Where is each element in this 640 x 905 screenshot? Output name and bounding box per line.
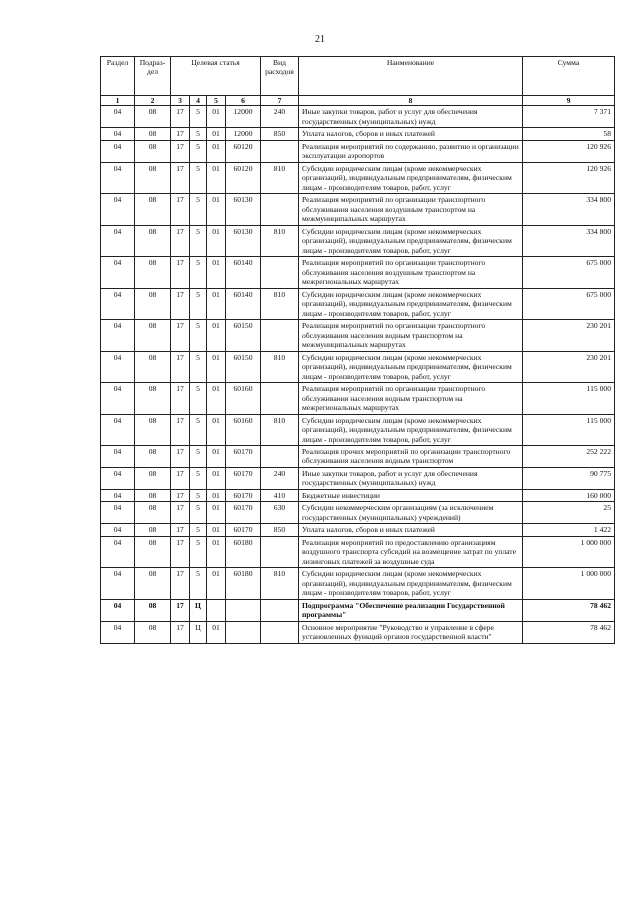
cell-naimenovanie: Уплата налогов, сборов и иных платежей bbox=[299, 524, 523, 536]
cell-celevaya-4: 60160 bbox=[226, 414, 261, 445]
cell-celevaya-2: 5 bbox=[190, 288, 207, 319]
cell-celevaya-2: 5 bbox=[190, 568, 207, 599]
cell-naimenovanie: Основное мероприятие "Руководство и управление в сфере установленных функций органов государственной власти" bbox=[299, 621, 523, 643]
cell-celevaya-2: 5 bbox=[190, 162, 207, 193]
cell-celevaya-3: 01 bbox=[207, 568, 226, 599]
cell-razdel: 04 bbox=[101, 194, 135, 225]
cell-summa: 120 926 bbox=[523, 162, 615, 193]
cell-razdel: 04 bbox=[101, 320, 135, 351]
cell-podrazdel: 08 bbox=[135, 599, 171, 621]
cell-celevaya-1: 17 bbox=[171, 621, 190, 643]
cell-celevaya-3: 01 bbox=[207, 383, 226, 414]
cell-podrazdel: 08 bbox=[135, 536, 171, 567]
cell-razdel: 04 bbox=[101, 621, 135, 643]
cell-celevaya-3: 01 bbox=[207, 445, 226, 467]
header-celevaya-statya: Целевая статья bbox=[171, 57, 261, 96]
cell-vid-rashodov: 810 bbox=[261, 225, 299, 256]
table-row bbox=[101, 288, 615, 319]
table-row bbox=[101, 502, 615, 524]
table-row bbox=[101, 599, 615, 621]
cell-naimenovanie: Субсидии юридическим лицам (кроме некоммерческих организаций), индивидуальным предпринимателям, физическим лицам - производителям товаров, работ, услуг bbox=[299, 351, 523, 382]
cell-celevaya-2: 5 bbox=[190, 128, 207, 140]
header-podrazdel: Подраз-дел bbox=[135, 57, 171, 96]
column-number: 5 bbox=[207, 96, 226, 106]
cell-razdel: 04 bbox=[101, 524, 135, 536]
cell-celevaya-1: 17 bbox=[171, 257, 190, 288]
cell-summa: 58 bbox=[523, 128, 615, 140]
cell-podrazdel: 08 bbox=[135, 414, 171, 445]
cell-summa: 115 000 bbox=[523, 383, 615, 414]
cell-celevaya-1: 17 bbox=[171, 599, 190, 621]
cell-naimenovanie: Реализация мероприятий по организации транспортного обслуживания населения водным транспортом на межрегиональных маршрутах bbox=[299, 383, 523, 414]
cell-vid-rashodov: 240 bbox=[261, 467, 299, 489]
cell-celevaya-2: 5 bbox=[190, 489, 207, 501]
cell-celevaya-1: 17 bbox=[171, 128, 190, 140]
table-row bbox=[101, 489, 615, 501]
table-row bbox=[101, 414, 615, 445]
cell-celevaya-3: 01 bbox=[207, 225, 226, 256]
cell-naimenovanie: Бюджетные инвестиции bbox=[299, 489, 523, 501]
cell-celevaya-1: 17 bbox=[171, 320, 190, 351]
cell-celevaya-4: 60170 bbox=[226, 524, 261, 536]
cell-celevaya-1: 17 bbox=[171, 524, 190, 536]
cell-celevaya-4: 60170 bbox=[226, 445, 261, 467]
cell-vid-rashodov: 410 bbox=[261, 489, 299, 501]
cell-naimenovanie: Иные закупки товаров, работ и услуг для обеспечения государственных (муниципальных) нужд bbox=[299, 106, 523, 128]
header-naimenovanie: Наименование bbox=[299, 57, 523, 96]
cell-razdel: 04 bbox=[101, 414, 135, 445]
table-body bbox=[101, 106, 615, 643]
cell-summa: 1 000 000 bbox=[523, 536, 615, 567]
cell-celevaya-4: 60180 bbox=[226, 536, 261, 567]
cell-naimenovanie: Субсидии юридическим лицам (кроме некоммерческих организаций), индивидуальным предпринимателям, физическим лицам - производителям товаров, работ, услуг bbox=[299, 414, 523, 445]
cell-podrazdel: 08 bbox=[135, 568, 171, 599]
cell-celevaya-4: 12000 bbox=[226, 106, 261, 128]
cell-podrazdel: 08 bbox=[135, 320, 171, 351]
cell-celevaya-2: 5 bbox=[190, 502, 207, 524]
cell-podrazdel: 08 bbox=[135, 524, 171, 536]
column-number: 2 bbox=[135, 96, 171, 106]
cell-vid-rashodov: 630 bbox=[261, 502, 299, 524]
cell-celevaya-1: 17 bbox=[171, 502, 190, 524]
cell-podrazdel: 08 bbox=[135, 467, 171, 489]
header-razdel: Раздел bbox=[101, 57, 135, 96]
cell-podrazdel: 08 bbox=[135, 162, 171, 193]
cell-celevaya-4: 60170 bbox=[226, 489, 261, 501]
cell-naimenovanie: Реализация мероприятий по организации транспортного обслуживания населения воздушным транспортом на межрегиональных маршрутах bbox=[299, 257, 523, 288]
cell-celevaya-4: 60180 bbox=[226, 568, 261, 599]
cell-naimenovanie: Уплата налогов, сборов и иных платежей bbox=[299, 128, 523, 140]
cell-vid-rashodov bbox=[261, 383, 299, 414]
cell-summa: 230 201 bbox=[523, 351, 615, 382]
cell-celevaya-1: 17 bbox=[171, 536, 190, 567]
column-number: 7 bbox=[261, 96, 299, 106]
cell-celevaya-4: 60130 bbox=[226, 194, 261, 225]
cell-celevaya-4: 60170 bbox=[226, 502, 261, 524]
cell-celevaya-1: 17 bbox=[171, 225, 190, 256]
cell-celevaya-4 bbox=[226, 621, 261, 643]
cell-summa: 334 800 bbox=[523, 225, 615, 256]
cell-vid-rashodov: 850 bbox=[261, 128, 299, 140]
cell-razdel: 04 bbox=[101, 599, 135, 621]
cell-naimenovanie: Реализация мероприятий по организации транспортного обслуживания населения водным транспортом на межмуниципальных маршрутах bbox=[299, 320, 523, 351]
cell-celevaya-3: 01 bbox=[207, 320, 226, 351]
cell-podrazdel: 08 bbox=[135, 225, 171, 256]
table-row bbox=[101, 621, 615, 643]
cell-celevaya-3: 01 bbox=[207, 536, 226, 567]
column-number: 3 bbox=[171, 96, 190, 106]
cell-celevaya-4: 60150 bbox=[226, 320, 261, 351]
cell-celevaya-2: 5 bbox=[190, 445, 207, 467]
cell-razdel: 04 bbox=[101, 162, 135, 193]
cell-celevaya-1: 17 bbox=[171, 489, 190, 501]
cell-celevaya-1: 17 bbox=[171, 288, 190, 319]
cell-celevaya-2: 5 bbox=[190, 524, 207, 536]
cell-celevaya-1: 17 bbox=[171, 140, 190, 162]
cell-celevaya-1: 17 bbox=[171, 194, 190, 225]
column-number: 6 bbox=[226, 96, 261, 106]
cell-celevaya-4: 60160 bbox=[226, 383, 261, 414]
cell-razdel: 04 bbox=[101, 489, 135, 501]
cell-vid-rashodov bbox=[261, 536, 299, 567]
table-row bbox=[101, 568, 615, 599]
column-number-row bbox=[101, 96, 615, 106]
cell-podrazdel: 08 bbox=[135, 140, 171, 162]
cell-celevaya-1: 17 bbox=[171, 106, 190, 128]
cell-celevaya-3: 01 bbox=[207, 414, 226, 445]
cell-celevaya-2: 5 bbox=[190, 194, 207, 225]
table-row bbox=[101, 320, 615, 351]
cell-celevaya-2: 5 bbox=[190, 414, 207, 445]
cell-celevaya-3: 01 bbox=[207, 351, 226, 382]
table-row bbox=[101, 383, 615, 414]
header-summa: Сумма bbox=[523, 57, 615, 96]
cell-razdel: 04 bbox=[101, 288, 135, 319]
table-row bbox=[101, 467, 615, 489]
cell-celevaya-4: 60170 bbox=[226, 467, 261, 489]
table-row bbox=[101, 140, 615, 162]
cell-summa: 160 000 bbox=[523, 489, 615, 501]
table-row bbox=[101, 128, 615, 140]
cell-celevaya-4: 60140 bbox=[226, 257, 261, 288]
cell-celevaya-3: 01 bbox=[207, 162, 226, 193]
table-row bbox=[101, 257, 615, 288]
cell-podrazdel: 08 bbox=[135, 445, 171, 467]
cell-celevaya-2: 5 bbox=[190, 383, 207, 414]
table-row bbox=[101, 106, 615, 128]
cell-celevaya-3: 01 bbox=[207, 467, 226, 489]
cell-naimenovanie: Реализация прочих мероприятий по организации транспортного обслуживания населения водным транспортом bbox=[299, 445, 523, 467]
cell-celevaya-1: 17 bbox=[171, 351, 190, 382]
cell-vid-rashodov bbox=[261, 140, 299, 162]
cell-summa: 675 000 bbox=[523, 288, 615, 319]
cell-vid-rashodov: 810 bbox=[261, 162, 299, 193]
page-number: 21 bbox=[315, 34, 325, 45]
cell-summa: 7 371 bbox=[523, 106, 615, 128]
cell-podrazdel: 08 bbox=[135, 383, 171, 414]
cell-summa: 230 201 bbox=[523, 320, 615, 351]
cell-summa: 115 000 bbox=[523, 414, 615, 445]
cell-razdel: 04 bbox=[101, 502, 135, 524]
cell-vid-rashodov bbox=[261, 194, 299, 225]
column-number: 4 bbox=[190, 96, 207, 106]
cell-podrazdel: 08 bbox=[135, 288, 171, 319]
cell-celevaya-3: 01 bbox=[207, 502, 226, 524]
cell-vid-rashodov: 240 bbox=[261, 106, 299, 128]
cell-summa: 78 462 bbox=[523, 621, 615, 643]
cell-celevaya-4: 60130 bbox=[226, 225, 261, 256]
cell-razdel: 04 bbox=[101, 140, 135, 162]
table-row bbox=[101, 225, 615, 256]
table-row bbox=[101, 194, 615, 225]
cell-celevaya-2: Ц bbox=[190, 599, 207, 621]
cell-summa: 334 800 bbox=[523, 194, 615, 225]
cell-celevaya-1: 17 bbox=[171, 162, 190, 193]
header-vid-rashodov: Вид расходов bbox=[261, 57, 299, 96]
cell-podrazdel: 08 bbox=[135, 489, 171, 501]
cell-celevaya-3: 01 bbox=[207, 257, 226, 288]
cell-vid-rashodov: 850 bbox=[261, 524, 299, 536]
table-row bbox=[101, 351, 615, 382]
cell-celevaya-2: 5 bbox=[190, 467, 207, 489]
cell-celevaya-3: 01 bbox=[207, 621, 226, 643]
cell-celevaya-2: 5 bbox=[190, 106, 207, 128]
cell-razdel: 04 bbox=[101, 445, 135, 467]
cell-celevaya-3 bbox=[207, 599, 226, 621]
cell-celevaya-1: 17 bbox=[171, 445, 190, 467]
cell-celevaya-4 bbox=[226, 599, 261, 621]
table-row bbox=[101, 445, 615, 467]
cell-celevaya-4: 12000 bbox=[226, 128, 261, 140]
cell-celevaya-3: 01 bbox=[207, 128, 226, 140]
cell-celevaya-1: 17 bbox=[171, 383, 190, 414]
cell-summa: 25 bbox=[523, 502, 615, 524]
cell-razdel: 04 bbox=[101, 568, 135, 599]
cell-celevaya-2: Ц bbox=[190, 621, 207, 643]
cell-podrazdel: 08 bbox=[135, 257, 171, 288]
cell-naimenovanie: Реализация мероприятий по содержанию, развитию и организации эксплуатации аэропортов bbox=[299, 140, 523, 162]
cell-celevaya-2: 5 bbox=[190, 140, 207, 162]
cell-razdel: 04 bbox=[101, 257, 135, 288]
cell-podrazdel: 08 bbox=[135, 502, 171, 524]
cell-podrazdel: 08 bbox=[135, 128, 171, 140]
cell-celevaya-3: 01 bbox=[207, 194, 226, 225]
cell-razdel: 04 bbox=[101, 225, 135, 256]
cell-razdel: 04 bbox=[101, 351, 135, 382]
cell-vid-rashodov bbox=[261, 445, 299, 467]
cell-celevaya-3: 01 bbox=[207, 524, 226, 536]
cell-vid-rashodov: 810 bbox=[261, 568, 299, 599]
cell-summa: 120 926 bbox=[523, 140, 615, 162]
cell-naimenovanie: Реализация мероприятий по предоставлению организациям воздушного транспорта субсидий на возмещение затрат по уплате лизинговых платежей за воздушные суда bbox=[299, 536, 523, 567]
cell-celevaya-4: 60120 bbox=[226, 162, 261, 193]
table-row bbox=[101, 162, 615, 193]
cell-celevaya-2: 5 bbox=[190, 536, 207, 567]
cell-celevaya-2: 5 bbox=[190, 225, 207, 256]
cell-naimenovanie: Реализация мероприятий по организации транспортного обслуживания населения воздушным транспортом на межмуниципальных маршрутах bbox=[299, 194, 523, 225]
cell-celevaya-4: 60120 bbox=[226, 140, 261, 162]
cell-celevaya-1: 17 bbox=[171, 568, 190, 599]
cell-celevaya-1: 17 bbox=[171, 414, 190, 445]
column-number: 1 bbox=[101, 96, 135, 106]
cell-razdel: 04 bbox=[101, 536, 135, 567]
column-number: 9 bbox=[523, 96, 615, 106]
cell-celevaya-1: 17 bbox=[171, 467, 190, 489]
cell-naimenovanie: Иные закупки товаров, работ и услуг для обеспечения государственных (муниципальных) нужд bbox=[299, 467, 523, 489]
cell-summa: 1 000 000 bbox=[523, 568, 615, 599]
cell-summa: 252 222 bbox=[523, 445, 615, 467]
cell-podrazdel: 08 bbox=[135, 194, 171, 225]
cell-celevaya-3: 01 bbox=[207, 288, 226, 319]
cell-summa: 675 000 bbox=[523, 257, 615, 288]
cell-naimenovanie: Субсидии юридическим лицам (кроме некоммерческих организаций), индивидуальным предпринимателям, физическим лицам - производителям товаров, работ, услуг bbox=[299, 288, 523, 319]
cell-vid-rashodov bbox=[261, 599, 299, 621]
cell-summa: 90 775 bbox=[523, 467, 615, 489]
cell-naimenovanie: Субсидии юридическим лицам (кроме некоммерческих организаций), индивидуальным предпринимателям, физическим лицам - производителям товаров, работ, услуг bbox=[299, 162, 523, 193]
cell-vid-rashodov bbox=[261, 621, 299, 643]
cell-celevaya-3: 01 bbox=[207, 489, 226, 501]
column-number: 8 bbox=[299, 96, 523, 106]
cell-razdel: 04 bbox=[101, 467, 135, 489]
cell-podrazdel: 08 bbox=[135, 351, 171, 382]
cell-celevaya-4: 60140 bbox=[226, 288, 261, 319]
cell-razdel: 04 bbox=[101, 106, 135, 128]
cell-naimenovanie: Субсидии некоммерческим организациям (за исключением государственных (муниципальных) учреждений) bbox=[299, 502, 523, 524]
table-row bbox=[101, 524, 615, 536]
cell-vid-rashodov: 810 bbox=[261, 288, 299, 319]
cell-naimenovanie: Субсидии юридическим лицам (кроме некоммерческих организаций), индивидуальным предпринимателям, физическим лицам - производителям товаров, работ, услуг bbox=[299, 225, 523, 256]
cell-celevaya-2: 5 bbox=[190, 351, 207, 382]
cell-razdel: 04 bbox=[101, 128, 135, 140]
cell-naimenovanie: Подпрограмма "Обеспечение реализации Государственной программы" bbox=[299, 599, 523, 621]
cell-celevaya-2: 5 bbox=[190, 257, 207, 288]
cell-vid-rashodov bbox=[261, 320, 299, 351]
cell-razdel: 04 bbox=[101, 383, 135, 414]
cell-celevaya-2: 5 bbox=[190, 320, 207, 351]
table-row bbox=[101, 536, 615, 567]
cell-vid-rashodov: 810 bbox=[261, 351, 299, 382]
cell-vid-rashodov bbox=[261, 257, 299, 288]
cell-summa: 1 422 bbox=[523, 524, 615, 536]
cell-naimenovanie: Субсидии юридическим лицам (кроме некоммерческих организаций), индивидуальным предпринимателям, физическим лицам - производителям товаров, работ, услуг bbox=[299, 568, 523, 599]
cell-podrazdel: 08 bbox=[135, 106, 171, 128]
cell-celevaya-3: 01 bbox=[207, 140, 226, 162]
cell-celevaya-3: 01 bbox=[207, 106, 226, 128]
budget-table bbox=[100, 56, 615, 644]
cell-summa: 78 462 bbox=[523, 599, 615, 621]
cell-podrazdel: 08 bbox=[135, 621, 171, 643]
cell-vid-rashodov: 810 bbox=[261, 414, 299, 445]
cell-celevaya-4: 60150 bbox=[226, 351, 261, 382]
